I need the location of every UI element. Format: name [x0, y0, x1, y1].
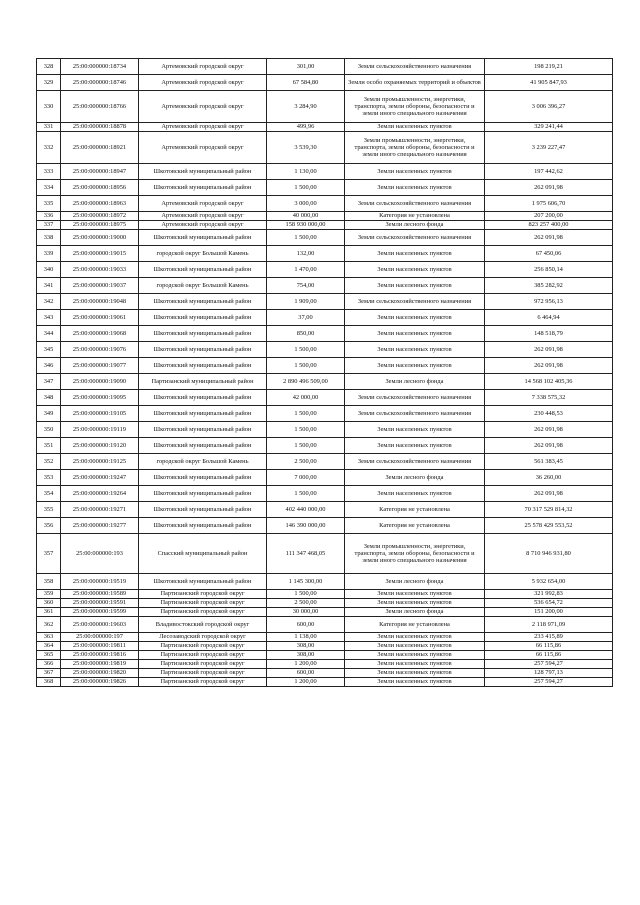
land-category-cell: Земли населенных пунктов [345, 651, 485, 660]
cadastral-number-cell: 25:00:000000:19589 [61, 590, 139, 599]
cadastral-value-cell: 329 241,44 [485, 123, 613, 132]
table-row [37, 91, 613, 123]
cadastral-number-cell: 25:00:000000:19076 [61, 342, 139, 358]
land-category-cell: Земли лесного фонда [345, 221, 485, 230]
land-category-cell: Категория не установлена [345, 518, 485, 534]
cadastral-value-cell: 233 415,89 [485, 633, 613, 642]
territory-name-cell: Шкотовский муниципальный район [139, 262, 267, 278]
cadastral-number-cell: 25:00:000000:18972 [61, 212, 139, 221]
cadastral-value-cell: 1 975 606,70 [485, 196, 613, 212]
row-number-cell: 334 [37, 180, 61, 196]
area-value-cell: 308,00 [267, 642, 345, 651]
table-row [37, 470, 613, 486]
cadastral-value-cell: 6 464,94 [485, 310, 613, 326]
land-category-cell: Земли населенных пунктов [345, 326, 485, 342]
land-category-cell: Земли промышленности, энергетики, транспорта, земли обороны, безопасности и земли иного специального назначения [345, 91, 485, 123]
document-page [36, 58, 612, 687]
cadastral-value-cell: 262 091,98 [485, 438, 613, 454]
area-value-cell: 1 909,00 [267, 294, 345, 310]
area-value-cell: 3 000,00 [267, 196, 345, 212]
land-category-cell: Земли населенных пунктов [345, 660, 485, 669]
land-category-cell: Земли населенных пунктов [345, 358, 485, 374]
territory-name-cell: городской округ Большой Камень [139, 278, 267, 294]
area-value-cell: 2 500,00 [267, 599, 345, 608]
table-row [37, 59, 613, 75]
table-row [37, 599, 613, 608]
territory-name-cell: Партизанский муниципальный район [139, 374, 267, 390]
table-row [37, 678, 613, 687]
area-value-cell: 301,00 [267, 59, 345, 75]
territory-name-cell: Шкотовский муниципальный район [139, 326, 267, 342]
table-row [37, 534, 613, 574]
land-category-cell: Земли сельскохозяйственного назначения [345, 406, 485, 422]
cadastral-number-cell: 25:00:000000:19826 [61, 678, 139, 687]
territory-name-cell: Артемовский городской округ [139, 221, 267, 230]
cadastral-value-cell: 148 518,79 [485, 326, 613, 342]
area-value-cell: 1 200,00 [267, 678, 345, 687]
territory-name-cell: Спасский муниципальный район [139, 534, 267, 574]
row-number-cell: 343 [37, 310, 61, 326]
row-number-cell: 331 [37, 123, 61, 132]
territory-name-cell: Шкотовский муниципальный район [139, 342, 267, 358]
cadastral-number-cell: 25:00:000000:19048 [61, 294, 139, 310]
area-value-cell: 1 500,00 [267, 358, 345, 374]
table-row [37, 246, 613, 262]
land-category-cell: Земли населенных пунктов [345, 262, 485, 278]
cadastral-number-cell: 25:00:000000:197 [61, 633, 139, 642]
table-row [37, 633, 613, 642]
cadastral-number-cell: 25:00:000000:19015 [61, 246, 139, 262]
cadastral-value-cell: 8 710 946 931,80 [485, 534, 613, 574]
cadastral-number-cell: 25:00:000000:19090 [61, 374, 139, 390]
land-category-cell: Категория не установлена [345, 617, 485, 633]
area-value-cell: 1 500,00 [267, 438, 345, 454]
table-row [37, 374, 613, 390]
table-row [37, 132, 613, 164]
land-category-cell: Земли сельскохозяйственного назначения [345, 454, 485, 470]
area-value-cell: 1 138,00 [267, 633, 345, 642]
cadastral-number-cell: 25:00:000000:193 [61, 534, 139, 574]
cadastral-value-cell: 128 797,13 [485, 669, 613, 678]
cadastral-value-cell: 262 091,98 [485, 230, 613, 246]
land-category-cell: Земли сельскохозяйственного назначения [345, 294, 485, 310]
row-number-cell: 341 [37, 278, 61, 294]
table-row [37, 221, 613, 230]
area-value-cell: 3 284,90 [267, 91, 345, 123]
area-value-cell: 67 584,80 [267, 75, 345, 91]
cadastral-number-cell: 25:00:000000:19119 [61, 422, 139, 438]
row-number-cell: 346 [37, 358, 61, 374]
table-row [37, 574, 613, 590]
area-value-cell: 146 390 000,00 [267, 518, 345, 534]
row-number-cell: 357 [37, 534, 61, 574]
cadastral-value-cell: 2 118 971,09 [485, 617, 613, 633]
territory-name-cell: Шкотовский муниципальный район [139, 294, 267, 310]
cadastral-value-cell: 25 578 429 553,52 [485, 518, 613, 534]
cadastral-number-cell: 25:00:000000:19271 [61, 502, 139, 518]
cadastral-number-cell: 25:00:000000:19125 [61, 454, 139, 470]
land-category-cell: Земли населенных пунктов [345, 246, 485, 262]
land-category-cell: Земли населенных пунктов [345, 342, 485, 358]
cadastral-value-cell: 385 282,92 [485, 278, 613, 294]
land-category-cell: Земли сельскохозяйственного назначения [345, 59, 485, 75]
area-value-cell: 1 500,00 [267, 406, 345, 422]
table-row [37, 669, 613, 678]
row-number-cell: 330 [37, 91, 61, 123]
land-category-cell: Земли особо охраняемых территорий и объектов [345, 75, 485, 91]
territory-name-cell: Шкотовский муниципальный район [139, 390, 267, 406]
cadastral-value-cell: 151 200,00 [485, 608, 613, 617]
row-number-cell: 354 [37, 486, 61, 502]
territory-name-cell: городской округ Большой Камень [139, 246, 267, 262]
territory-name-cell: Артемовский городской округ [139, 75, 267, 91]
area-value-cell: 1 500,00 [267, 590, 345, 599]
territory-name-cell: Партизанский городской округ [139, 651, 267, 660]
row-number-cell: 367 [37, 669, 61, 678]
area-value-cell: 1 500,00 [267, 342, 345, 358]
table-row [37, 310, 613, 326]
land-category-cell: Земли сельскохозяйственного назначения [345, 390, 485, 406]
row-number-cell: 337 [37, 221, 61, 230]
land-category-cell: Земли лесного фонда [345, 470, 485, 486]
row-number-cell: 366 [37, 660, 61, 669]
cadastral-value-cell: 972 956,13 [485, 294, 613, 310]
row-number-cell: 340 [37, 262, 61, 278]
territory-name-cell: Артемовский городской округ [139, 59, 267, 75]
area-value-cell: 402 440 000,00 [267, 502, 345, 518]
territory-name-cell: Лесозаводский городской округ [139, 633, 267, 642]
territory-name-cell: Шкотовский муниципальный район [139, 486, 267, 502]
territory-name-cell: Шкотовский муниципальный район [139, 230, 267, 246]
cadastral-number-cell: 25:00:000000:19247 [61, 470, 139, 486]
cadastral-value-cell: 70 317 529 814,32 [485, 502, 613, 518]
area-value-cell: 1 200,00 [267, 660, 345, 669]
territory-name-cell: Артемовский городской округ [139, 132, 267, 164]
land-category-cell: Земли населенных пунктов [345, 310, 485, 326]
area-value-cell: 42 000,00 [267, 390, 345, 406]
row-number-cell: 338 [37, 230, 61, 246]
cadastral-number-cell: 25:00:000000:19061 [61, 310, 139, 326]
cadastral-number-cell: 25:00:000000:18975 [61, 221, 139, 230]
table-row [37, 358, 613, 374]
cadastral-value-cell: 67 450,06 [485, 246, 613, 262]
land-category-cell: Земли промышленности, энергетики, транспорта, земли обороны, безопасности и земли иного специального назначения [345, 534, 485, 574]
area-value-cell: 1 470,00 [267, 262, 345, 278]
cadastral-value-cell: 257 594,27 [485, 678, 613, 687]
cadastral-number-cell: 25:00:000000:19819 [61, 660, 139, 669]
row-number-cell: 347 [37, 374, 61, 390]
table-row [37, 75, 613, 91]
land-category-cell: Земли населенных пунктов [345, 438, 485, 454]
row-number-cell: 345 [37, 342, 61, 358]
area-value-cell: 1 500,00 [267, 486, 345, 502]
area-value-cell: 158 930 000,00 [267, 221, 345, 230]
land-category-cell: Земли лесного фонда [345, 574, 485, 590]
territory-name-cell: Шкотовский муниципальный район [139, 502, 267, 518]
land-category-cell: Земли населенных пунктов [345, 278, 485, 294]
cadastral-value-cell: 66 115,86 [485, 642, 613, 651]
area-value-cell: 111 347 468,05 [267, 534, 345, 574]
table-row [37, 164, 613, 180]
land-category-cell: Земли населенных пунктов [345, 422, 485, 438]
cadastral-number-cell: 25:00:000000:19603 [61, 617, 139, 633]
cadastral-value-cell: 321 992,83 [485, 590, 613, 599]
cadastral-number-cell: 25:00:000000:18921 [61, 132, 139, 164]
row-number-cell: 348 [37, 390, 61, 406]
cadastral-number-cell: 25:00:000000:19105 [61, 406, 139, 422]
area-value-cell: 3 539,30 [267, 132, 345, 164]
territory-name-cell: Партизанский городской округ [139, 669, 267, 678]
row-number-cell: 349 [37, 406, 61, 422]
territory-name-cell: Шкотовский муниципальный район [139, 438, 267, 454]
table-row [37, 438, 613, 454]
cadastral-number-cell: 25:00:000000:19811 [61, 642, 139, 651]
land-category-cell: Земли населенных пунктов [345, 678, 485, 687]
territory-name-cell: Шкотовский муниципальный район [139, 422, 267, 438]
row-number-cell: 361 [37, 608, 61, 617]
territory-name-cell: Шкотовский муниципальный район [139, 406, 267, 422]
table-row [37, 642, 613, 651]
cadastral-number-cell: 25:00:000000:19068 [61, 326, 139, 342]
cadastral-value-cell: 5 932 654,00 [485, 574, 613, 590]
cadastral-number-cell: 25:00:000000:19037 [61, 278, 139, 294]
cadastral-value-cell: 230 448,53 [485, 406, 613, 422]
territory-name-cell: Партизанский городской округ [139, 590, 267, 599]
land-cadastral-value-table [36, 58, 613, 687]
row-number-cell: 328 [37, 59, 61, 75]
row-number-cell: 339 [37, 246, 61, 262]
cadastral-number-cell: 25:00:000000:19816 [61, 651, 139, 660]
cadastral-value-cell: 262 091,98 [485, 342, 613, 358]
cadastral-value-cell: 262 091,98 [485, 180, 613, 196]
cadastral-number-cell: 25:00:000000:18947 [61, 164, 139, 180]
land-category-cell: Категория не установлена [345, 212, 485, 221]
table-row [37, 617, 613, 633]
cadastral-number-cell: 25:00:000000:19033 [61, 262, 139, 278]
cadastral-value-cell: 257 594,27 [485, 660, 613, 669]
cadastral-number-cell: 25:00:000000:18746 [61, 75, 139, 91]
land-category-cell: Земли населенных пунктов [345, 164, 485, 180]
cadastral-value-cell: 561 383,45 [485, 454, 613, 470]
cadastral-number-cell: 25:00:000000:19277 [61, 518, 139, 534]
cadastral-value-cell: 207 200,00 [485, 212, 613, 221]
table-row [37, 502, 613, 518]
land-category-cell: Земли населенных пунктов [345, 642, 485, 651]
land-category-cell: Земли лесного фонда [345, 374, 485, 390]
area-value-cell: 308,00 [267, 651, 345, 660]
table-row [37, 651, 613, 660]
row-number-cell: 335 [37, 196, 61, 212]
row-number-cell: 351 [37, 438, 61, 454]
table-row [37, 278, 613, 294]
table-row [37, 212, 613, 221]
area-value-cell: 600,00 [267, 617, 345, 633]
area-value-cell: 1 500,00 [267, 230, 345, 246]
cadastral-number-cell: 25:00:000000:19519 [61, 574, 139, 590]
cadastral-value-cell: 14 568 102 405,36 [485, 374, 613, 390]
table-row [37, 486, 613, 502]
land-category-cell: Земли населенных пунктов [345, 180, 485, 196]
row-number-cell: 359 [37, 590, 61, 599]
land-category-cell: Категория не установлена [345, 502, 485, 518]
table-row [37, 454, 613, 470]
row-number-cell: 353 [37, 470, 61, 486]
cadastral-number-cell: 25:00:000000:19820 [61, 669, 139, 678]
table-row [37, 230, 613, 246]
territory-name-cell: Шкотовский муниципальный район [139, 310, 267, 326]
territory-name-cell: Шкотовский муниципальный район [139, 358, 267, 374]
table-row [37, 518, 613, 534]
cadastral-value-cell: 36 260,00 [485, 470, 613, 486]
territory-name-cell: Артемовский городской округ [139, 212, 267, 221]
cadastral-value-cell: 823 257 400,00 [485, 221, 613, 230]
land-category-cell: Земли сельскохозяйственного назначения [345, 230, 485, 246]
territory-name-cell: Артемовский городской округ [139, 196, 267, 212]
territory-name-cell: городской округ Большой Камень [139, 454, 267, 470]
cadastral-value-cell: 197 442,62 [485, 164, 613, 180]
area-value-cell: 1 500,00 [267, 180, 345, 196]
row-number-cell: 356 [37, 518, 61, 534]
territory-name-cell: Партизанский городской округ [139, 678, 267, 687]
cadastral-number-cell: 25:00:000000:18963 [61, 196, 139, 212]
territory-name-cell: Шкотовский муниципальный район [139, 574, 267, 590]
cadastral-value-cell: 41 905 847,93 [485, 75, 613, 91]
cadastral-value-cell: 66 115,86 [485, 651, 613, 660]
row-number-cell: 352 [37, 454, 61, 470]
table-row [37, 123, 613, 132]
land-category-cell: Земли лесного фонда [345, 608, 485, 617]
area-value-cell: 7 000,00 [267, 470, 345, 486]
land-category-cell: Земли населенных пунктов [345, 633, 485, 642]
area-value-cell: 499,96 [267, 123, 345, 132]
table-row [37, 660, 613, 669]
territory-name-cell: Партизанский городской округ [139, 642, 267, 651]
table-row [37, 590, 613, 599]
row-number-cell: 336 [37, 212, 61, 221]
cadastral-value-cell: 198 219,21 [485, 59, 613, 75]
area-value-cell: 2 500,00 [267, 454, 345, 470]
area-value-cell: 600,00 [267, 669, 345, 678]
row-number-cell: 342 [37, 294, 61, 310]
area-value-cell: 37,00 [267, 310, 345, 326]
row-number-cell: 332 [37, 132, 61, 164]
cadastral-number-cell: 25:00:000000:19095 [61, 390, 139, 406]
table-body [37, 59, 613, 687]
row-number-cell: 362 [37, 617, 61, 633]
territory-name-cell: Шкотовский муниципальный район [139, 164, 267, 180]
area-value-cell: 754,00 [267, 278, 345, 294]
row-number-cell: 364 [37, 642, 61, 651]
territory-name-cell: Шкотовский муниципальный район [139, 470, 267, 486]
cadastral-value-cell: 262 091,98 [485, 486, 613, 502]
table-row [37, 326, 613, 342]
row-number-cell: 355 [37, 502, 61, 518]
land-category-cell: Земли населенных пунктов [345, 669, 485, 678]
cadastral-number-cell: 25:00:000000:19000 [61, 230, 139, 246]
cadastral-value-cell: 262 091,98 [485, 358, 613, 374]
area-value-cell: 30 000,00 [267, 608, 345, 617]
territory-name-cell: Артемовский городской округ [139, 123, 267, 132]
area-value-cell: 850,00 [267, 326, 345, 342]
table-row [37, 390, 613, 406]
cadastral-number-cell: 25:00:000000:18878 [61, 123, 139, 132]
table-row [37, 422, 613, 438]
table-row [37, 262, 613, 278]
row-number-cell: 358 [37, 574, 61, 590]
territory-name-cell: Владивостокский городской округ [139, 617, 267, 633]
table-row [37, 294, 613, 310]
area-value-cell: 132,00 [267, 246, 345, 262]
cadastral-number-cell: 25:00:000000:18956 [61, 180, 139, 196]
table-row [37, 196, 613, 212]
land-category-cell: Земли сельскохозяйственного назначения [345, 196, 485, 212]
table-row [37, 180, 613, 196]
cadastral-number-cell: 25:00:000000:19264 [61, 486, 139, 502]
territory-name-cell: Шкотовский муниципальный район [139, 518, 267, 534]
row-number-cell: 329 [37, 75, 61, 91]
row-number-cell: 344 [37, 326, 61, 342]
cadastral-value-cell: 536 654,72 [485, 599, 613, 608]
row-number-cell: 368 [37, 678, 61, 687]
land-category-cell: Земли населенных пунктов [345, 123, 485, 132]
cadastral-value-cell: 3 006 396,27 [485, 91, 613, 123]
row-number-cell: 350 [37, 422, 61, 438]
row-number-cell: 360 [37, 599, 61, 608]
land-category-cell: Земли промышленности, энергетики, транспорта, земли обороны, безопасности и земли иного специального назначения [345, 132, 485, 164]
row-number-cell: 363 [37, 633, 61, 642]
cadastral-number-cell: 25:00:000000:19599 [61, 608, 139, 617]
territory-name-cell: Партизанский городской округ [139, 660, 267, 669]
area-value-cell: 2 890 496 509,00 [267, 374, 345, 390]
land-category-cell: Земли населенных пунктов [345, 599, 485, 608]
cadastral-value-cell: 262 091,98 [485, 422, 613, 438]
area-value-cell: 1 130,00 [267, 164, 345, 180]
land-category-cell: Земли населенных пунктов [345, 486, 485, 502]
cadastral-number-cell: 25:00:000000:19120 [61, 438, 139, 454]
cadastral-number-cell: 25:00:000000:18766 [61, 91, 139, 123]
cadastral-number-cell: 25:00:000000:19591 [61, 599, 139, 608]
cadastral-value-cell: 256 850,14 [485, 262, 613, 278]
area-value-cell: 40 000,00 [267, 212, 345, 221]
area-value-cell: 1 500,00 [267, 422, 345, 438]
row-number-cell: 365 [37, 651, 61, 660]
land-category-cell: Земли населенных пунктов [345, 590, 485, 599]
cadastral-number-cell: 25:00:000000:18734 [61, 59, 139, 75]
cadastral-value-cell: 3 239 227,47 [485, 132, 613, 164]
territory-name-cell: Партизанский городской округ [139, 608, 267, 617]
table-row [37, 406, 613, 422]
row-number-cell: 333 [37, 164, 61, 180]
territory-name-cell: Артемовский городской округ [139, 91, 267, 123]
table-row [37, 608, 613, 617]
area-value-cell: 1 145 300,00 [267, 574, 345, 590]
cadastral-number-cell: 25:00:000000:19077 [61, 358, 139, 374]
cadastral-value-cell: 7 338 575,32 [485, 390, 613, 406]
territory-name-cell: Шкотовский муниципальный район [139, 180, 267, 196]
territory-name-cell: Партизанский городской округ [139, 599, 267, 608]
table-row [37, 342, 613, 358]
